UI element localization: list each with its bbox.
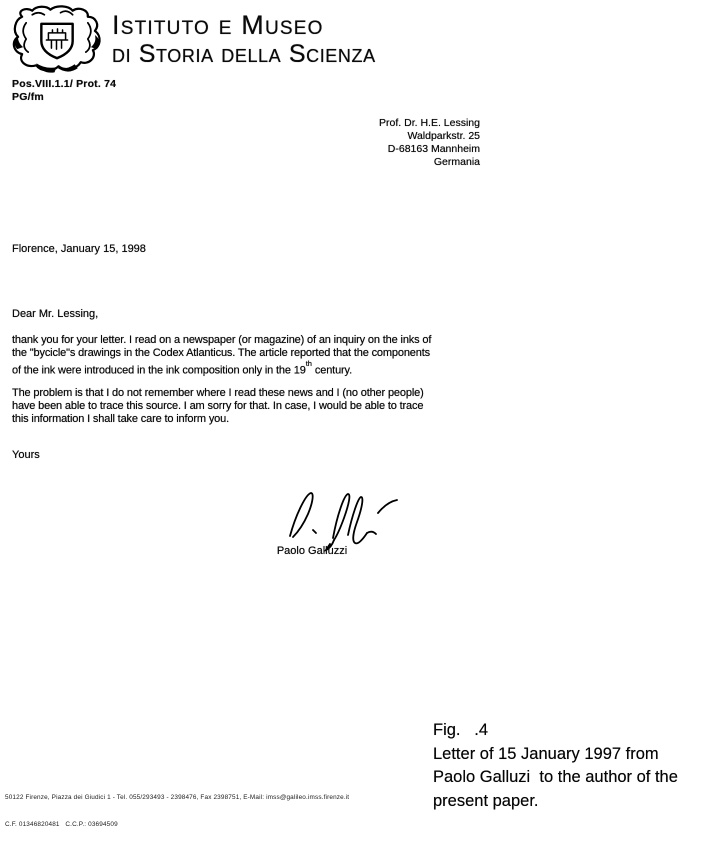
paragraph1-line3 (12, 360, 431, 378)
letterhead-footer (5, 775, 349, 847)
closing: Yours (12, 449, 40, 461)
caption-line3: present paper. (433, 791, 539, 810)
letterhead-org-name (112, 10, 376, 68)
footer-address-line: 50122 Firenze, Piazza dei Giudici 1 - Tel. 055/293493 - 2398476, Fax 2398751, E-Mail: imss@galileo.imss.firenze.it (5, 794, 350, 801)
footer-fiscal-line: C.F. 01346820481 C.C.P.: 03694509 (5, 821, 118, 828)
handwritten-signature-icon (262, 486, 407, 554)
salutation: Dear Mr. Lessing, (12, 308, 99, 320)
paragraph1-line2: the "bycicle"s drawings in the Codex Atlanticus. The article reported that the components (12, 347, 430, 360)
body-paragraph-1 (12, 334, 431, 378)
caption-line2: Paolo Galluzi to the author of the (433, 768, 678, 786)
institute-crest-icon (8, 4, 106, 76)
paragraph2-line1: The problem is that I do not remember where I read these news and I (no other people) (12, 387, 424, 399)
body-paragraph-2 (12, 387, 424, 427)
paragraph1-line3-end: century. (311, 365, 352, 378)
recipient-name: Prof. Dr. H.E. Lessing (379, 117, 480, 129)
signer-name: Paolo Galluzzi (276, 545, 348, 557)
recipient-address (379, 117, 480, 169)
caption-line1: Letter of 15 January 1997 from (433, 744, 659, 763)
paragraph1-line1: thank you for your letter. I read on a newspaper (or magazine) of an inquiry on the inks of (12, 334, 432, 346)
figure-label: Fig. .4 (433, 721, 489, 739)
recipient-city: D-68163 Mannheim (387, 143, 480, 155)
recipient-street: Waldparkstr. 25 (407, 130, 480, 142)
org-name-line1: Istituto e Museo (112, 10, 324, 40)
protocol-reference (12, 78, 116, 104)
paragraph1-line3-text: of the ink were introduced in the ink composition only in the 19 (12, 365, 306, 378)
recipient-country: Germania (433, 156, 480, 168)
protocol-line: Pos.VIII.1.1/ Prot. 74 (12, 78, 117, 90)
paragraph2-line3: this information I shall take care to inform you. (12, 413, 230, 426)
dateline: Florence, January 15, 1998 (12, 243, 146, 255)
initials-line: PG/fm (12, 91, 44, 103)
figure-caption (433, 719, 678, 813)
ordinal-superscript: th (305, 358, 312, 368)
paragraph2-line2: have been able to trace this source. I am sorry for that. In case, I would be able to trace (12, 400, 424, 413)
org-name-line2: di Storia della Scienza (112, 40, 376, 68)
